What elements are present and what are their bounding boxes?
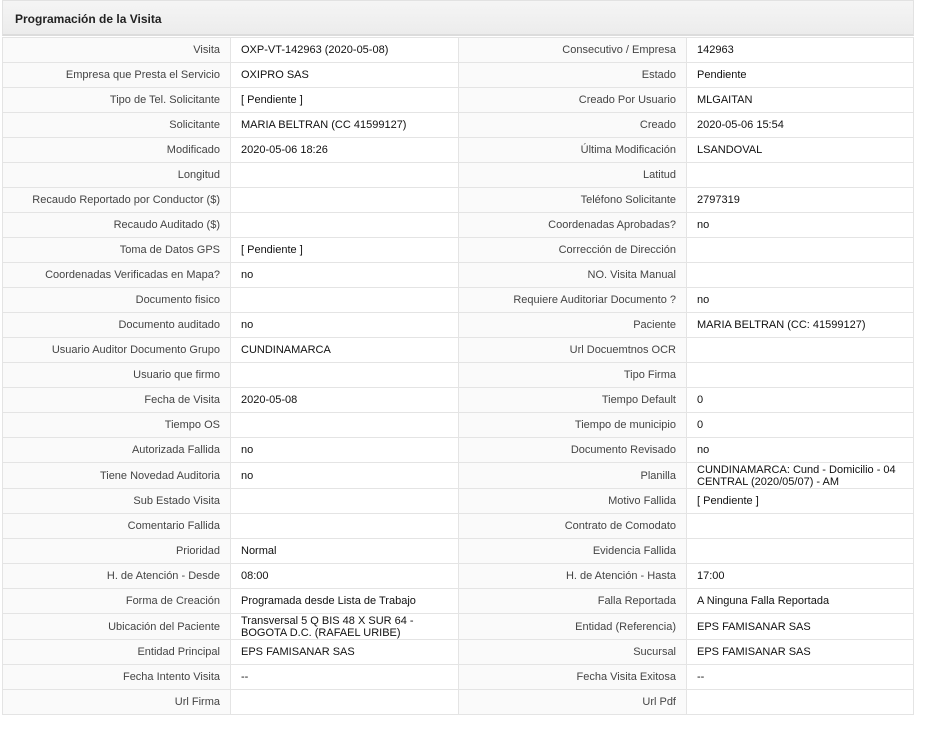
- table-row: [3, 438, 914, 463]
- field-label: H. de Atención - Desde: [3, 564, 231, 589]
- field-label: Modificado: [3, 138, 231, 163]
- field-value: 2797319: [687, 188, 914, 213]
- table-row: [3, 313, 914, 338]
- table-row: [3, 614, 914, 640]
- field-label: Latitud: [459, 163, 687, 188]
- field-value: Pendiente: [687, 63, 914, 88]
- field-label: H. de Atención - Hasta: [459, 564, 687, 589]
- table-row: [3, 138, 914, 163]
- field-label: Toma de Datos GPS: [3, 238, 231, 263]
- field-value: [ Pendiente ]: [231, 238, 459, 263]
- field-label: Requiere Auditoriar Documento ?: [459, 288, 687, 313]
- field-value: Transversal 5 Q BIS 48 X SUR 64 - BOGOTA D.C. (RAFAEL URIBE): [231, 614, 459, 640]
- field-value: EPS FAMISANAR SAS: [687, 614, 914, 640]
- field-value: --: [687, 665, 914, 690]
- field-label: Solicitante: [3, 113, 231, 138]
- field-label: Entidad Principal: [3, 640, 231, 665]
- field-label: Coordenadas Aprobadas?: [459, 213, 687, 238]
- field-value: no: [231, 438, 459, 463]
- field-label: Documento auditado: [3, 313, 231, 338]
- field-value: [231, 413, 459, 438]
- field-label: Url Pdf: [459, 690, 687, 715]
- field-value: 2020-05-08: [231, 388, 459, 413]
- field-label: Fecha de Visita: [3, 388, 231, 413]
- field-label: Teléfono Solicitante: [459, 188, 687, 213]
- table-row: [3, 188, 914, 213]
- field-label: Última Modificación: [459, 138, 687, 163]
- field-label: Sucursal: [459, 640, 687, 665]
- table-row: [3, 88, 914, 113]
- field-value: [687, 514, 914, 539]
- field-value: 17:00: [687, 564, 914, 589]
- field-label: Coordenadas Verificadas en Mapa?: [3, 263, 231, 288]
- visit-details-table: [2, 37, 914, 715]
- field-value: [231, 363, 459, 388]
- table-row: [3, 338, 914, 363]
- field-label: Estado: [459, 63, 687, 88]
- field-label: Longitud: [3, 163, 231, 188]
- field-value: [ Pendiente ]: [687, 489, 914, 514]
- field-label: Planilla: [459, 463, 687, 489]
- field-label: Autorizada Fallida: [3, 438, 231, 463]
- field-value: no: [687, 213, 914, 238]
- table-row: [3, 514, 914, 539]
- field-label: Url Firma: [3, 690, 231, 715]
- field-value: [687, 690, 914, 715]
- field-value: no: [231, 463, 459, 489]
- field-value: [687, 263, 914, 288]
- field-label: Recaudo Auditado ($): [3, 213, 231, 238]
- field-label: Contrato de Comodato: [459, 514, 687, 539]
- visit-schedule-panel: [2, 0, 914, 715]
- table-row: [3, 213, 914, 238]
- table-row: [3, 564, 914, 589]
- field-value: [ Pendiente ]: [231, 88, 459, 113]
- field-value: no: [231, 263, 459, 288]
- field-label: Creado Por Usuario: [459, 88, 687, 113]
- field-value: [687, 238, 914, 263]
- field-label: Creado: [459, 113, 687, 138]
- table-row: [3, 489, 914, 514]
- field-value: MARIA BELTRAN (CC 41599127): [231, 113, 459, 138]
- field-value: Programada desde Lista de Trabajo: [231, 589, 459, 614]
- table-row: [3, 388, 914, 413]
- field-label: Documento fisico: [3, 288, 231, 313]
- field-value: CUNDINAMARCA: [231, 338, 459, 363]
- field-label: Tipo Firma: [459, 363, 687, 388]
- field-value: A Ninguna Falla Reportada: [687, 589, 914, 614]
- field-value: [687, 163, 914, 188]
- field-value: [231, 288, 459, 313]
- field-label: Url Docuemtnos OCR: [459, 338, 687, 363]
- table-row: [3, 163, 914, 188]
- table-row: [3, 640, 914, 665]
- table-row: [3, 539, 914, 564]
- field-label: Visita: [3, 38, 231, 63]
- table-row: [3, 413, 914, 438]
- field-value: EPS FAMISANAR SAS: [231, 640, 459, 665]
- field-value: [231, 213, 459, 238]
- field-label: Tiempo de municipio: [459, 413, 687, 438]
- field-value: OXIPRO SAS: [231, 63, 459, 88]
- field-label: Sub Estado Visita: [3, 489, 231, 514]
- field-label: Usuario Auditor Documento Grupo: [3, 338, 231, 363]
- field-label: Forma de Creación: [3, 589, 231, 614]
- field-label: Motivo Fallida: [459, 489, 687, 514]
- panel-title: Programación de la Visita: [2, 0, 914, 36]
- field-value: EPS FAMISANAR SAS: [687, 640, 914, 665]
- field-label: Comentario Fallida: [3, 514, 231, 539]
- field-label: Recaudo Reportado por Conductor ($): [3, 188, 231, 213]
- field-value: [687, 539, 914, 564]
- field-value: MLGAITAN: [687, 88, 914, 113]
- field-label: Prioridad: [3, 539, 231, 564]
- table-row: [3, 288, 914, 313]
- field-value: 142963: [687, 38, 914, 63]
- field-label: Usuario que firmo: [3, 363, 231, 388]
- table-row: [3, 463, 914, 489]
- field-value: LSANDOVAL: [687, 138, 914, 163]
- field-value: [231, 188, 459, 213]
- field-value: [687, 338, 914, 363]
- field-label: Ubicación del Paciente: [3, 614, 231, 640]
- table-row: [3, 589, 914, 614]
- field-label: Evidencia Fallida: [459, 539, 687, 564]
- table-row: [3, 263, 914, 288]
- field-label: Corrección de Dirección: [459, 238, 687, 263]
- field-value: no: [231, 313, 459, 338]
- field-value: --: [231, 665, 459, 690]
- field-value: 0: [687, 388, 914, 413]
- field-label: Documento Revisado: [459, 438, 687, 463]
- table-row: [3, 63, 914, 88]
- field-label: Consecutivo / Empresa: [459, 38, 687, 63]
- field-value: 08:00: [231, 564, 459, 589]
- field-label: Falla Reportada: [459, 589, 687, 614]
- field-label: Fecha Intento Visita: [3, 665, 231, 690]
- field-label: Entidad (Referencia): [459, 614, 687, 640]
- table-row: [3, 363, 914, 388]
- field-label: Tiempo Default: [459, 388, 687, 413]
- field-value: OXP-VT-142963 (2020-05-08): [231, 38, 459, 63]
- table-row: [3, 238, 914, 263]
- field-value: Normal: [231, 539, 459, 564]
- field-value: [231, 514, 459, 539]
- table-row: [3, 665, 914, 690]
- field-value: [231, 489, 459, 514]
- field-label: Tipo de Tel. Solicitante: [3, 88, 231, 113]
- field-label: Paciente: [459, 313, 687, 338]
- field-value: no: [687, 288, 914, 313]
- field-value: [231, 690, 459, 715]
- table-row: [3, 113, 914, 138]
- table-row: [3, 38, 914, 63]
- field-value: CUNDINAMARCA: Cund - Domicilio - 04 CENTRAL (2020/05/07) - AM: [687, 463, 914, 489]
- field-value: no: [687, 438, 914, 463]
- table-row: [3, 690, 914, 715]
- field-value: 2020-05-06 18:26: [231, 138, 459, 163]
- field-value: [231, 163, 459, 188]
- field-value: [687, 363, 914, 388]
- field-label: Tiempo OS: [3, 413, 231, 438]
- field-label: Fecha Visita Exitosa: [459, 665, 687, 690]
- field-value: 0: [687, 413, 914, 438]
- field-value: 2020-05-06 15:54: [687, 113, 914, 138]
- field-label: Tiene Novedad Auditoria: [3, 463, 231, 489]
- field-label: NO. Visita Manual: [459, 263, 687, 288]
- field-value: MARIA BELTRAN (CC: 41599127): [687, 313, 914, 338]
- field-label: Empresa que Presta el Servicio: [3, 63, 231, 88]
